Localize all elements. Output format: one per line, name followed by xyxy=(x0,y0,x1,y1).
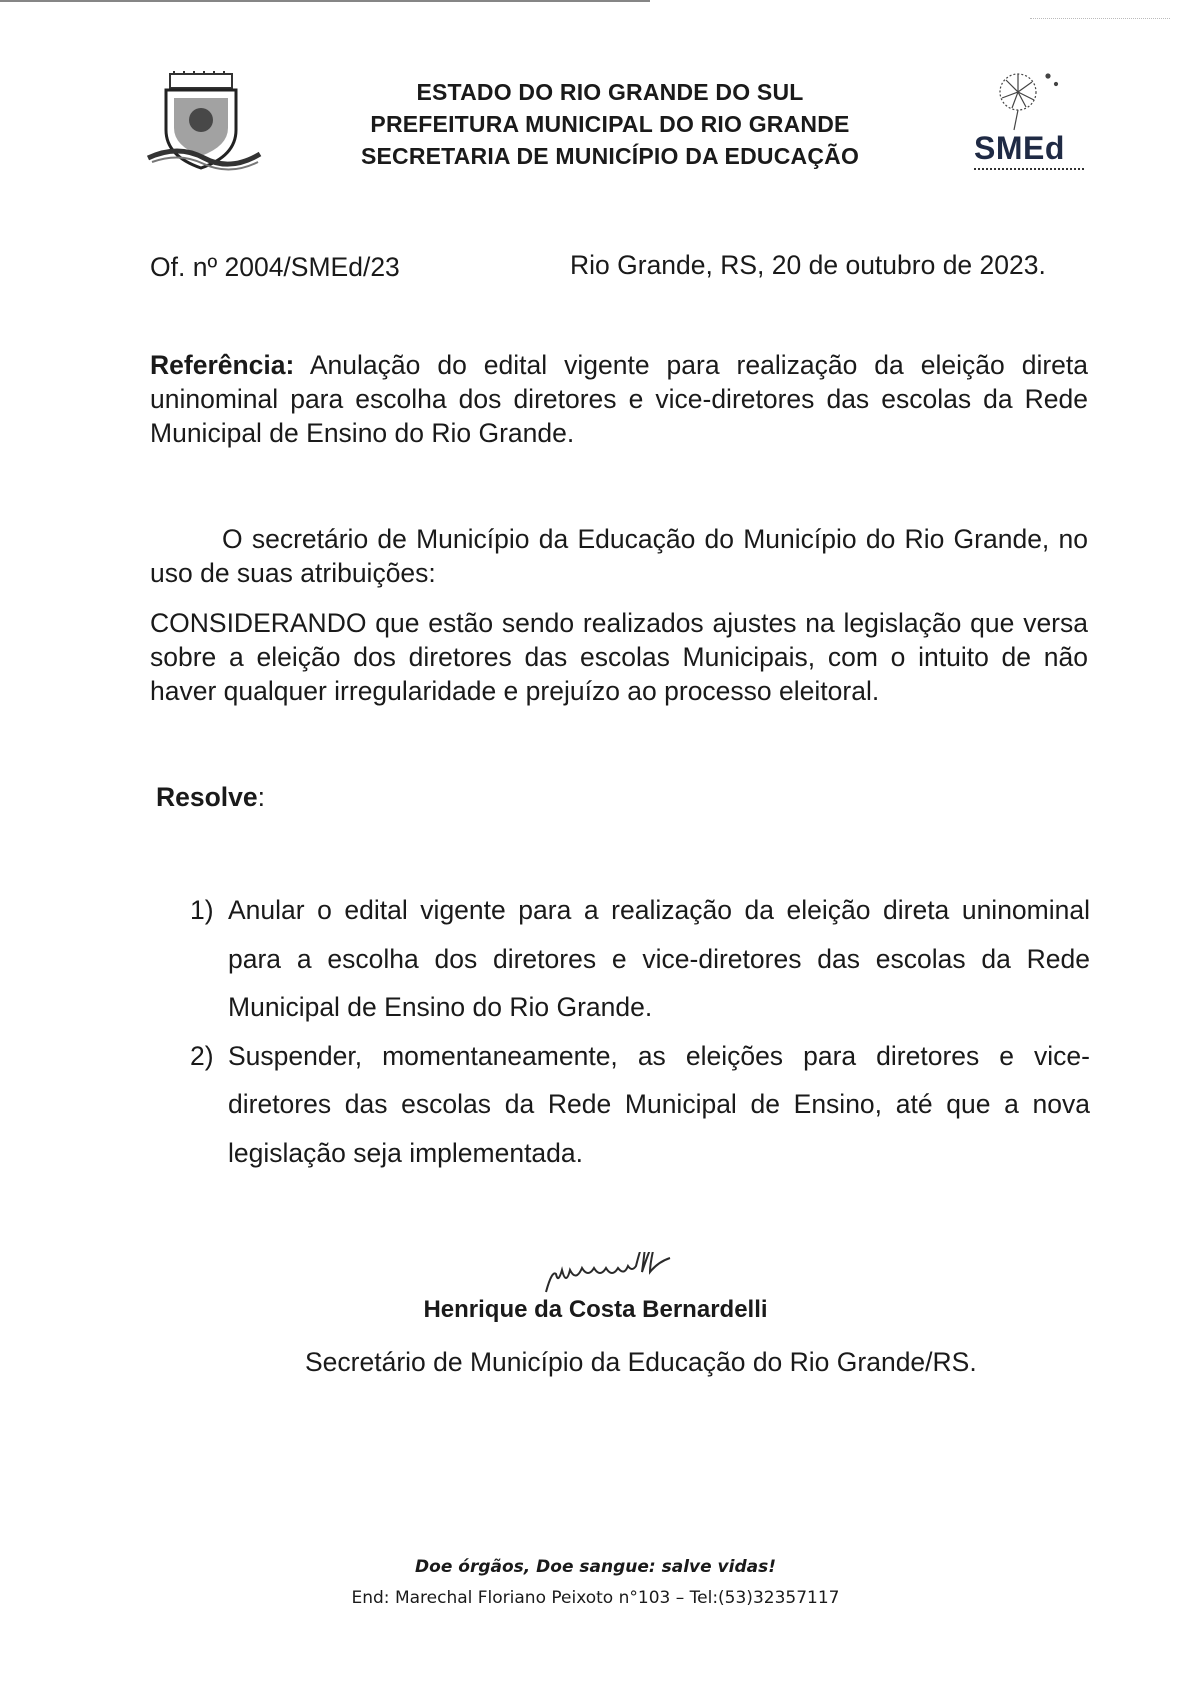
resolve-item xyxy=(190,1032,1090,1178)
considering-paragraph: CONSIDERANDO que estão sendo realizados ajustes na legislação que versa sobre a eleição dos diretores das escolas Municipais, com o intuito de não haver qualquer irregularidade e prejuízo ao processo eleitoral. xyxy=(150,608,1088,706)
letterhead xyxy=(330,76,890,172)
footer-address: End: Marechal Floriano Peixoto n°103 – Tel:(53)32357117 xyxy=(351,1588,840,1608)
smed-logo-text: SMEd xyxy=(974,130,1065,166)
signer-name: Henrique da Costa Bernardelli xyxy=(423,1296,768,1323)
resolve-item xyxy=(190,886,1090,1032)
letterhead-secretariat: SECRETARIA DE MUNICÍPIO DA EDUCAÇÃO xyxy=(360,143,860,169)
signer-title: Secretário de Município da Educação do Rio Grande/RS. xyxy=(305,1347,977,1377)
footer-motto: Doe órgãos, Doe sangue: salve vidas! xyxy=(415,1557,776,1577)
scan-edge-line xyxy=(0,0,650,2)
resolve-colon: : xyxy=(257,782,266,812)
smed-logo-tagline xyxy=(974,168,1084,174)
resolve-item-text: Anular o edital vigente para a realização da eleição direta uninominal para a escolha dos diretores e vice-diretores das escolas da Rede Municipal de Ensino do Rio Grande. xyxy=(228,895,1090,1022)
handwritten-signature xyxy=(540,1252,750,1298)
resolve-item-number: 2) xyxy=(190,1040,214,1071)
coat-of-arms-icon xyxy=(146,70,264,180)
resolve-item-text: Suspender, momentaneamente, as eleições para diretores e vice-diretores das escolas da Rede Municipal de Ensino, até que a nova legislação seja implementada. xyxy=(228,1040,1090,1168)
resolve-item-number: 1) xyxy=(190,895,214,925)
reference-text: Anulação do edital vigente para realização da eleição direta uninominal para escolha dos diretores e vice-diretores das escolas da Rede Municipal de Ensino do Rio Grande. xyxy=(150,350,1088,448)
intro-paragraph: O secretário de Município da Educação do Município do Rio Grande, no uso de suas atribuições: xyxy=(150,524,1088,588)
resolve-heading xyxy=(156,780,265,814)
place-date: Rio Grande, RS, 20 de outubro de 2023. xyxy=(570,250,1046,280)
scan-noise xyxy=(1030,18,1170,20)
letterhead-city-hall: PREFEITURA MUNICIPAL DO RIO GRANDE xyxy=(370,111,850,137)
reference-paragraph xyxy=(150,348,1088,450)
letterhead-state: ESTADO DO RIO GRANDE DO SUL xyxy=(416,79,804,105)
resolve-label: Resolve xyxy=(156,782,258,812)
office-number: Of. nº 2004/SMEd/23 xyxy=(150,252,400,282)
resolve-list xyxy=(190,886,1090,1177)
reference-label: Referência: xyxy=(150,350,295,380)
